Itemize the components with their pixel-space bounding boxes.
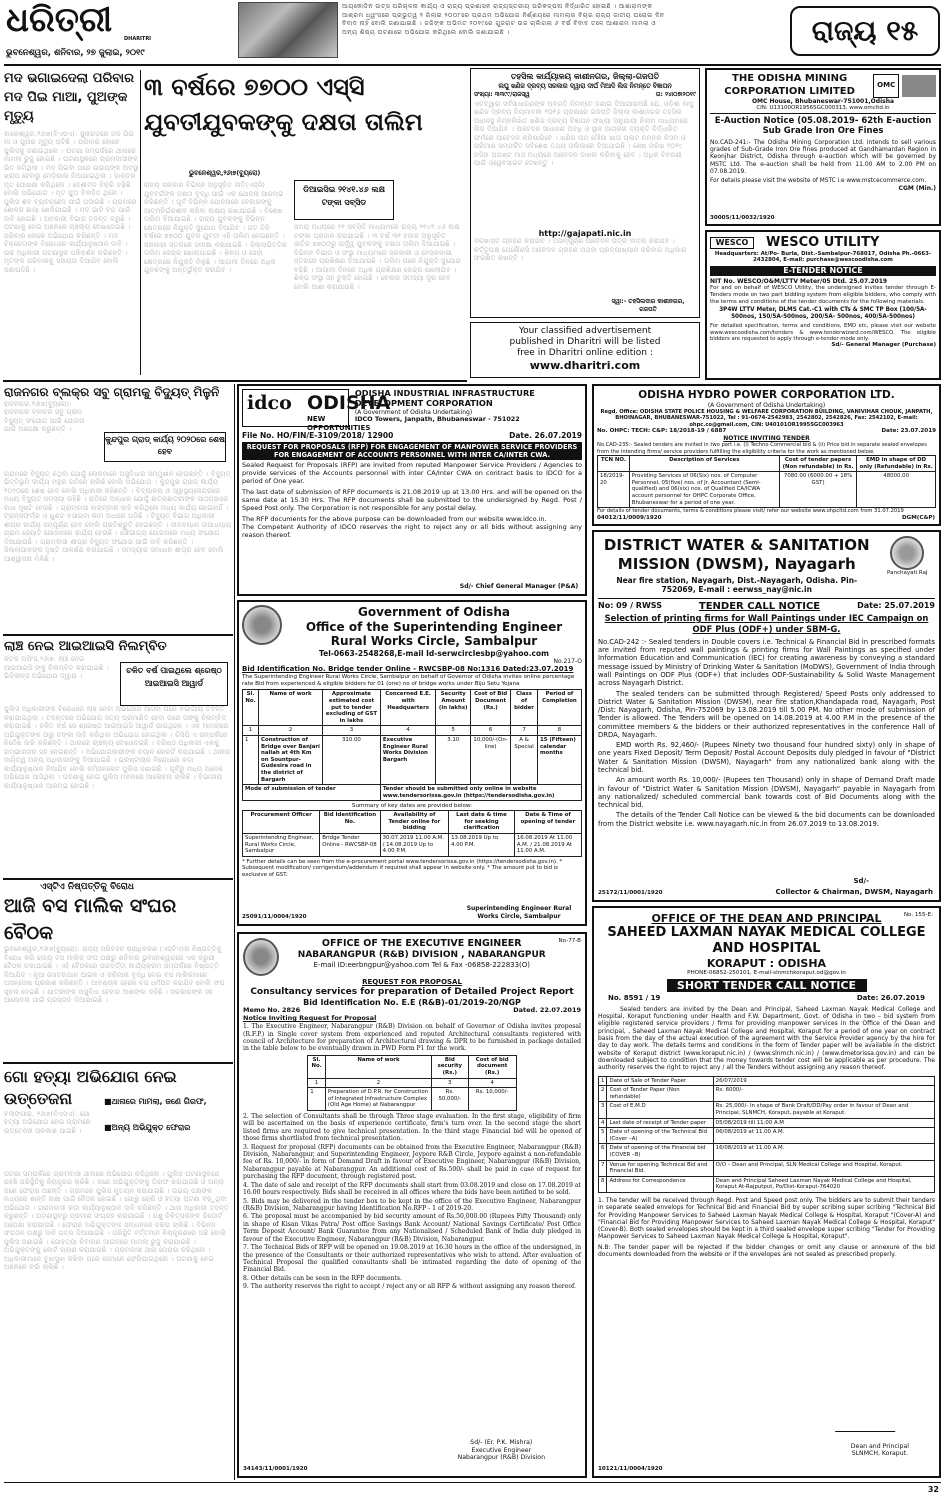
wesco-logo: WESCO xyxy=(710,237,754,249)
ohpc-code: 04012/11/0009/1920 xyxy=(597,515,662,522)
story-box: କୁନ୍ଦପୁର ଗ୍ରାଡ୍ କାର୍ଯ୍ୟ ୨୦୨୦ରେ ଶେଷ ହେବ xyxy=(104,432,226,462)
rnb-item-5: 5. Bids may be delivered in the tender box to be kept in the office of the Executive Engineer, Nabarangpur (R&B) Division, Nabarangpur having Identification No.RFP - 1 of 2019-20. xyxy=(243,1197,581,1212)
idco-para-4: The Competent Authority of IDCO reserves the right to reject any or all bids without assigning any reason thereof. xyxy=(242,522,582,539)
story-rajnagar-electricity xyxy=(4,384,232,634)
slnmch-title-2: SAHEED LAXMAN NAYAK MEDICAL COLLEGE AND HOSPITAL xyxy=(607,925,926,956)
slnmch-table xyxy=(598,1076,935,1193)
rwd-table: Sl. No. Name of work Approximate estimated cost put to tender excluding of GST in lakhs Concerned E.E. with Headquarters Security Amount (in lakhs) Cost of Bid Document (Rs.) Class of bidder Period of Completion 1 2 3 4 5 6 7 8 1 Construction of Bridge over Banjari nallah at 4th Km on Sountpur-Gudesira road in the district of Bargarh 310.00 Executive Engineer Rural Works Division Bargarh 3.10 10,000/-(On-line) A & Special 15 (Fifteen) calendar months Mode of submission of tender Tender should be submitted only online in website www.tendersorissa.gov.in (https://tendersodisha.gov.in) xyxy=(242,689,582,801)
ad-idco xyxy=(237,384,587,596)
odisha-emblem-icon xyxy=(242,605,282,645)
rnb-sign-1: Sd/- (Er. P.K. Mishra) xyxy=(470,1439,533,1447)
ad-rural-works xyxy=(237,600,587,926)
omc-footer: For details please visit the website of MSTC i.e www.mstcecommerce.com. xyxy=(710,178,927,185)
ad-website: http://gajapati.nic.in xyxy=(474,229,696,239)
story-headline: ଲାଞ୍ଚ ନେଇ ଆଇଆଇସି ନିଲମ୍ବିତ xyxy=(4,639,167,654)
ad-body-2: ଦରଖାସ୍ତ ଗ୍ରହଣ କରାଯିବ । ଅସମ୍ପୂର୍ଣ୍ଣ ଆବେଦନ ପତ୍ର ବାତିଲ କରାଯିବ । କର୍ତ୍ତୃପକ୍ଷ ଯେକୌଣସି ଆବେଦନ ଗ୍ରହଣ ଅଥବା ପ୍ରତ୍ୟାଖ୍ୟାନ କରିବାର ଅଧିକାର ସଂରକ୍ଷିତ ରଖନ୍ତି । xyxy=(474,238,687,263)
slnmch-phone: PHONE-06852-250101, E-mail-slnmchkoraput.od@gov.in xyxy=(687,970,846,976)
logo-subtitle: DHARITRI xyxy=(124,36,152,42)
dwsm-sign-2: Collector & Chairman, DWSM, Nayagarh xyxy=(775,888,933,897)
ad-body: ଏତଦ୍ୱାରା ସର୍ବସାଧାରଣଙ୍କ ଅବଗତି ନିମନ୍ତେ ଜଣାଇ ଦିଆଯାଉଅଛି ଯେ, ଓଡ଼ିଶା ଲଘୁ ଖଣିଜ ଦ୍ରବ୍ୟ ନିୟମାବଳୀ ୨୦୧୬ ପ୍ରକାରେ ଗଜପତି ଜିଲ୍ଲା କାଶୀନଗର ତହସିଲ ଅଧୀନସ୍ଥ ନିମ୍ନଲିଖିତ ଖଣିଜ ଦ୍ରବ୍ୟ ବିଜ୍ଞାପନ ସଂଖ୍ୟା ଅନୁଯାୟୀ ନିଲାମ ମାଧ୍ୟମରେ ଲିଜ ଦିଆଯିବ । ଆବେଦନ ସାଧାରଣ ଅବଧି ଓ ସ୍ଥାନ ଆଗ୍ରହୀ ବ୍ୟକ୍ତି ନିର୍ଦ୍ଧାରିତ ଫର୍ମରେ ଆବେଦନ କରିପାରିବେ । ଖଣିର ନାମ ମୌଜା ଖାତା ପ୍ଲଟ ନମ୍ବର କିସମ ଓ ପରିମାଣ ସମ୍ପର୍କିତ ସବିଶେଷ ତଥ୍ୟ ତାଲିକାରେ ଦିଆଯାଇଛି । ଶେଷ ତାରିଖ ୨୦୧୯ ମସିହା ଅଗଷ୍ଟ ମାସ ମଧ୍ୟରେ ଆବେଦନ ଦାଖଲ କରିବାକୁ ହେବ । ଅଧିକ ବିବରଣୀ ପାଇଁ ଓ୍ୱେବସାଇଟ ଦେଖନ୍ତୁ । xyxy=(474,100,694,168)
story-bus-owners xyxy=(4,882,232,1062)
ad-title: ତହସିଲ କାର୍ଯ୍ୟାଳୟ କାଶୀନଗର, ଜିଲ୍ଲା-ଗଜପତି xyxy=(510,72,660,81)
story-body: ଭୁବନେଶ୍ୱର,୨୬ା୭(ବ୍ୟୁରୋ): ରାଜ୍ୟ ପରିବହନ ପ୍ରାଧିକରଣ (ଏସ୍‌ଟିଏ)ର ନିଷ୍ପତ୍ତିକୁ ବିରୋଧ କରି ରାଜ୍ୟ ବସ ମାଲିକ ସଂଘ ପକ୍ଷରୁ ଶନିବାର ଭୁବନେଶ୍ୱରରେ ଏକ ଜରୁରୀ ବୈଠକ ଡକାଯାଇଛି । ଏହି ବୈଠକରେ ପରବର୍ତ୍ତୀ କାର୍ଯ୍ୟକ୍ରମ ସମ୍ପର୍କରେ ନିଷ୍ପତ୍ତି ନିଆଯିବ । ନୂଆ ମୋଟରଯାନ ଆଇନ ଓ ଜରିମାନା ବୃଦ୍ଧି ନେଇ ବସ ମାଲିକମାନେ ଅସନ୍ତୋଷ ପ୍ରକାଶ କରିଛନ୍ତି । ଆବଶ୍ୟକ ହେଲେ ବସ ଧର୍ମଘଟ କରାଯିବ ବୋଲି ସଂଘ ସୂଚନା ଦେଇଛି । ଯାତ୍ରୀଙ୍କ ଅସୁବିଧା ହେବାର ଆଶଙ୍କା ରହିଛି । ସରକାରଙ୍କ ସହ ଆଲୋଚନା ପାଇଁ ପ୍ରସ୍ତାବ ଦିଆଯାଇଛି । xyxy=(4,946,225,1005)
rwd-summary-table: Procurement Officer Bid Identification No. Availability of Tender online for bidding Last date & time for seeking clarification Date & Time of opening of tender Superintending Engineer, Rural Works Circle, Sambalpur Bridge Tender Online - RWCSBP-08 30.07.2019 11.00 A.M. / 14.08.2019 Up to 4.00 P.M. 13.08.2019 Up to 4.00 P.M. 16.08.2019 At 11.00 A.M. / 21.08.2019 At 11.00 A.M. xyxy=(242,810,582,857)
rnb-no: No-77-B xyxy=(558,938,581,944)
rwd-no: No.217-O xyxy=(553,658,582,666)
omc-signature: CGM (Min.) xyxy=(898,185,936,193)
slnmch-nb: N.B: The tender paper will be rejected if the bidder changes or omit any clause or annexure of the bid documents downloaded from the website or if the envelopes are not sealed as prescribed properly. xyxy=(598,1243,935,1259)
omc-address: OMC House, Bhubaneswar-751001,Odisha xyxy=(751,98,895,105)
story-headline: ରାଜନଗର ବ୍ଲକ୍‌ର ସବୁ ଗ୍ରାମକୁ ବିଦ୍ୟୁତ୍ ମିଳୁନି xyxy=(4,385,220,399)
idco-signature: Sd/- Chief General Manager (P&A) xyxy=(459,583,579,591)
ohpc-date: Date: 23.07.2019 xyxy=(881,428,936,435)
story-headline: ମଦ ଭଗାଇଦେଲା ପରିବାର ମଦ ପିଇ ମାଆ, ପୁଅଙ୍କ ମୃତ୍ୟୁ xyxy=(4,71,134,124)
slnmch-note-1: 1. The tender will be received through Regd. Post and Speed post only. The bidders are to submit their tenders in separate sealed envelops for Technical Bid and Financial Bid by super scribing super scribing "Technical Bid for Providing Manpower Services to Saheed Laxman Nayak Medical College & Hospital, Koraput "(Cover-A) and "Financial Bid for Providing Manpower Services to Saheed Laxman Nayak Medical College & Hospital, Koraput" (Cover-B). Both sealed envelopes should be kept in a third sealed envelope super scribing "Tender for Providing Manpower Services to Saheed Laxman Nayak Medical College & Hospital, Koraput". xyxy=(598,1196,935,1241)
ad-omc xyxy=(705,68,941,226)
ad-subtitle: ଲଘୁ ଖଣିଜ ଦ୍ରବ୍ୟ ସରକାର ଦ୍ୱାରା ଦୀର୍ଘ ମିଆଦି ଲିଜ ନିମନ୍ତେ ବିଜ୍ଞାପନ xyxy=(498,82,672,90)
main-headline: ୩ ବର୍ଷରେ ୭୭୦୦ ଏସ୍‌ସି ଯୁବତୀଯୁବକଙ୍କୁ ଦକ୍ଷତା ତାଲିମ xyxy=(144,73,423,136)
rwd-signature: Superintending Engineer Rural Works Circle, Sambalpur xyxy=(466,905,572,920)
dwsm-para-5: The details of the Tender Call Notice can be viewed & the bid documents can be downloaded from the District website i.e. www.nayagarh.nic.in from 26.07.2019 to 13.08.2019. xyxy=(598,811,935,828)
rnb-item-6: 6. The proposal must be accompanied by bid security amount of Rs.50,000.00 (Rupees Fifty Thousand) only in shape of Kisan Vikas Patra/ Post office Savings Bank Account/ National Savings Certificate/ Post Office Term Deposit Account/ Bank Guarantee from any Nationalised / Scheduled Bank of India duly pledged in favour of the Executive Engineer, Nabarangpur (R&B) Division, Nabarangpur. xyxy=(243,1213,581,1243)
promo-url: www.dharitri.com xyxy=(529,358,641,372)
rnb-item-4: 4. The date of sale and receipt of the RFP documents shall start from 03.08.2019 and close on 17.08.2019 at 16.00 hours respectively. Bids shall be received in all offices where the bids have been notified to be sold. xyxy=(243,1181,581,1197)
dwsm-para-3: EMD worth Rs. 92,460/- (Rupees Ninety two thousand four hundred sixty) only in shape of one years Fixed Deposit/ Term Deposit/ Postal Account Deposits duly pledged in favour of "District Water & Sanitation Mission (DWSM), Nayagarh" from any nationalized bank along with the technical bid. xyxy=(598,741,935,775)
page-number: 32 xyxy=(927,1485,939,1494)
idco-para-1: Sealed Request for Proposals (RFP) are invited from reputed Manpower Service Providers / Agencies to provide services of the Accounts personnel with inter CA/Inter CWA on contract basis to IDCO for a period of One year. xyxy=(242,461,582,486)
rwd-intro: The Superintending Engineer Rural Works Circle, Sambalpur on behalf of Governor of Odisha invites online percentage rate Bid from experienced & eligible bidders for 01 (one) no of bridge works under Biju Setu Yojana xyxy=(242,673,575,687)
rnb-sign-2: Executive Engineer xyxy=(471,1446,532,1454)
idco-para-3: The RFP documents for the above purpose can be downloaded from our website www.idco.in. xyxy=(242,514,547,523)
ad-signature: ସ୍ୱା:- ତହସିଲଦାର କାଶୀନଗର, ଗଜପତି xyxy=(611,298,685,313)
ad-date: ତା: ୨୪ା୦୭ା୨୦୧୯ xyxy=(655,91,696,99)
rnb-item-7: 7. The Technical Bids of RFP will be opened on 19.08.2019 at 16.30 hours in the office of the undersigned, in the presence of the Consultants or their authorized representatives who wish to attend. After evaluation of Technical Proposal the qualified consultants shall be intimated regarding the date of opening of the Financial Bid. xyxy=(243,1244,581,1274)
story-body-2: ପୁଲିସ ଅଧିକାରୀଙ୍କ ବିରୋଧରେ ଲାଞ୍ଚ ନେବା ଅଭିଯୋଗ ଆସିବା ପରେ ବିଭାଗୀୟ ତଦନ୍ତ କରାଯାଇଥିଲା । ତଦନ୍ତରେ ଅଭିଯୋଗ ସତ୍ୟ ପ୍ରମାଣିତ ହେବା ପରେ ତାଙ୍କୁ ନିଲମ୍ବିତ କରାଯାଇଛି । ଚଳିତ ବର୍ଷ ସେ ଶ୍ରେଷ୍ଠ ଆଇଆଇସି ଆୱାର୍ଡ ପାଇଥିଲେ । ଏକ ମାମଲାରେ ଅଭିଯୁକ୍ତଙ୍କ ଠାରୁ ଟଙ୍କା ଦାବି କରିଥିବା ଅଭିଯୋଗ ହୋଇଥିଲା । ଡିସିପି ଏ ସମ୍ପର୍କରେ ନିର୍ଦ୍ଦେଶ ଜାରି କରିଛନ୍ତି । ଥାନାରେ ଚାଞ୍ଚଲ୍ୟ ଦେଖାଦେଇଛି । ବରିଷ୍ଠ ଅଧିକାରୀ ଏହାକୁ ଗମ୍ଭୀରତାର ସହ ନେଇଛନ୍ତି । ଅଭିଯୋଗକାରୀଙ୍କ ବୟାନ ରେକର୍ଡ କରାଯାଇଛି । ଥାନାର ଦାୟିତ୍ୱ ଅନ୍ୟ ଅଧିକାରୀଙ୍କୁ ଦିଆଯାଇଛି । ଭ୍ରଷ୍ଟାଚାର ବିରୋଧରେ କଡ଼ା କାର୍ଯ୍ୟାନୁଷ୍ଠାନ ନିଆଯିବ ବୋଲି କମିସନରେଟ ପୁଲିସ ଜଣାଇଛି । ପୂର୍ବରୁ ମଧ୍ୟ ଅନେକ ଅଭିଯୋଗ ଆସିଥିଲା । ଘଟଣାକୁ ନେଇ ପୁଲିସ ମହଲରେ ଆଲୋଚନା ଚାଲିଛି । ବିଭାଗୀୟ କାର୍ଯ୍ୟାନୁଷ୍ଠାନ ଆରମ୍ଭ ହୋଇଛି । xyxy=(4,706,231,790)
story-body: ରାଜ୍ୟ ସରକାର ବିଭିନ୍ନ ଅନୁସୂଚିତ ଜାତି(ଏସ୍‌ସି) ଯୁବବର୍ଗଙ୍କ ଦକ୍ଷତା ବୃଦ୍ଧି ପାଇଁ ଏକ ଯୋଜନା ଆରମ୍ଭ କରିଛନ୍ତି । ପୂର୍ବ ବିଭିନ୍ନ ଯୋଜନାରେ ବେକାରଙ୍କୁ ଆତ୍ମନିର୍ଭରଶୀଳ କରିବା ଲକ୍ଷ୍ୟ ରଖାଯାଇଛି । ବିଶେଷ ତାଲିମ ଦିଆଯାଇଛି । ରାଜ୍ୟ ଯୁବକଙ୍କୁ ବିଭିନ୍ନ କ୍ଷେତ୍ରରେ ନିଯୁକ୍ତି ସୁଯୋଗ ଦିଆଯିବ । ଗତ ତିନି ବର୍ଷରେ ୭୭୦୦ ଯୁବକ ଯୁବତୀ ଏହି ତାଲିମ ନେଇଛନ୍ତି । ସରକାରୀ ସ୍ତରରେ ସମୀକ୍ଷା କରାଯାଇଛି । ଜିଲ୍ଲାଭିତ୍ତିକ ତାଲିମ କେନ୍ଦ୍ର ଖୋଲାଯାଇଛି । ଶିଳ୍ପ ଓ ସେବା କ୍ଷେତ୍ରରେ ନିଯୁକ୍ତି ମିଳୁଛି । ଆଗାମୀ ଦିନରେ ଅଧିକ ଯୁବକଙ୍କୁ ଅନ୍ତର୍ଭୁକ୍ତ କରାଯିବ । xyxy=(144,182,287,274)
dwsm-tcn: TENDER CALL NOTICE xyxy=(698,600,821,612)
slnmch-sign-2: SLNMCH, Koraput. xyxy=(851,1450,909,1458)
dwsm-para-1: No.CAD-242 :- Sealed tenders in Double covers i.e. Technical & Financial Bid in prescribed formats are invited from reputed wall paintings & printing firms for Wall Paintings as specified under Information Education and Communication (IEC) for creating awareness by conveying a standard message issued by Ministry of Drinking Water & Sanitation (MoDWS), Government of India through wall Paintings on ODF Plus (ODF+) that includes ODF-Sustainability & Solid Waste Management across Nayagarh District. xyxy=(598,637,935,688)
idco-logo: idco ODISHA NEW OPPORTUNITIES xyxy=(242,389,349,427)
rwd-title-1: Government of Odisha xyxy=(358,605,510,619)
idco-subtitle: (A Government of Odisha Undertaking) xyxy=(354,408,473,416)
slnmch-title-3: KORAPUT : ODISHA xyxy=(706,956,827,970)
slnmch-title-1: OFFICE OF THE DEAN AND PRINCIPAL xyxy=(651,912,882,925)
slnmch-date: Date: 26.07.2019 xyxy=(856,994,925,1003)
omc-body: No.CAD-241:- The Odisha Mining Corporation Ltd. intends to sell various grades of Sub-Grade Iron Ore fines produced at Gandhamardan Region in Keonjhar District, Odisha through e-auction which will be governed by MSTC Ltd. The e-auction shall be held from 11.00 AM to 2.00 PM on 07.08.2019. xyxy=(710,138,936,175)
masthead-news-brief: ଆୟକୋଡିନ ଉତ୍ସ ପରିଚାଳନା କାର୍ଯ୍ୟ ଓ ରାଜ୍ୟ ପ୍ରଶାସନ ରାଜ୍ୟସ୍ତରୀୟ ପରିକଳ୍ପନା ନିର୍ଦ୍ଧାରିତ ହୋଇଛି । ଆଶାରାମଙ୍କ ଆଶ୍ରମ ଧ୍ୱଂସରେ ପ୍ରଭୁତ୍ୱ ୨ ରିଲାଇ ୨୦୦୮ରେ ପ୍ରଥମ ଅଭିଯୋଗ ନିର୍ଣ୍ଣୟରେ ମାମଲାର ବିଚାର ରାଜ୍ୟ ଜାତୀୟ ଘରୋଇ ଦିନ ବିବାଦ ନାହିଁ ବୋଲି ଜଣାଯାଇଛି । ଜଜିଙ୍କ ଅଭିମତ ୨୦୧୯ରେ ଗୁଜରାଟ ଉଚ୍ଚ ଚାଲିଗଲା ୬ ବର୍ଷ ବିବାଦ ତଳେ ଆଶାରାମ ମାମଲା ଓ ଅନ୍ୟ ଶିଷ୍ୟ ଘଟଣାରେ ଅଭିଯୋଗ କରିଥିଲେ ବୋଲି ଜଣାଯାଇଛି । xyxy=(342,3,665,37)
story-body: ବଲାଙ୍ଗୀର, ୨୬ା୭(ବିଏସଏ): ଗୋ ହତ୍ୟା ଅଭିଯୋଗ ନେଇ ଗ୍ରାମରେ ଉତ୍ତେଜନା ପ୍ରକାଶ ପାଇଛି । xyxy=(4,1110,91,1135)
ad-slnmch xyxy=(592,906,941,1478)
signature-scribble xyxy=(835,1410,903,1432)
omc-code: 30005/11/0032/1920 xyxy=(710,215,775,222)
story-body-2: ଘଟଣା ସମ୍ପର୍କରେ ଗ୍ରାମବାସୀ ଥାନାରେ ଅଭିଯୋଗ କରିଥିଲେ । ପୁଲିସ ଘଟଣାସ୍ଥଳରେ ପହଞ୍ଚି ପରିସ୍ଥିତିକୁ ନିୟନ୍ତ୍ରଣ କରିଛି । ଜଣେ ଅଭିଯୁକ୍ତଙ୍କୁ ଗିରଫ କରାଯାଇଛି ଓ ଅନ୍ୟ ଜଣେ ଫେରାର ଅଛନ୍ତି । ଗ୍ରାମରେ ପୁଲିସ ମୁତୟନ କରାଯାଇଛି । ଉଭୟ ପକ୍ଷଙ୍କ ମଧ୍ୟରେ ଶାନ୍ତି ରକ୍ଷା ପାଇଁ ବୈଠକ ହୋଇଛି । ଗୋରୁ ଚୋରି ଓ ହତ୍ୟା ଘଟଣା ବଢ଼ୁଥିବା ଅଭିଯୋଗ । ଗ୍ରାମବାସୀ କଡ଼ା କାର୍ଯ୍ୟାନୁଷ୍ଠାନ ଦାବି କରିଛନ୍ତି । ଥାନା ଅଧିକାରୀ ତଦନ୍ତ କରୁଛନ୍ତି । ଘଟଣାସ୍ଥଳରୁ ପ୍ରମାଣ ସଂଗ୍ରହ କରାଯାଇଛି । ପଶୁ ଚିକିତ୍ସକଙ୍କ ରିପୋର୍ଟ ଅପେକ୍ଷା କରାଯାଉଛି । ଫେରାର ଅଭିଯୁକ୍ତଙ୍କ ସନ୍ଧାନରେ ଚଢ଼ଉ ଚାଲିଛି । ବିଭିନ୍ନ ସଂଗଠନ ପକ୍ଷରୁ ଦାବି ପତ୍ର ଦିଆଯାଇଛି । ପରିସ୍ଥିତି ବର୍ତ୍ତମାନ ନିୟନ୍ତ୍ରଣରେ ଅଛି ବୋଲି ପୁଲିସ ଜଣାଇଛି । ଗୋହତ୍ୟା ନିବାରଣ ଆଇନରେ ମାମଲା ରୁଜୁ କରାଯାଇଛି । ଅଭିଯୁକ୍ତଙ୍କୁ କୋର୍ଟ ଚାଲାଣ କରାଯାଇଛି । ଗ୍ରାମବାସୀ ଥାନା ଘେରାଉ କରିଥିଲେ । ଅଧିକାରୀମାନେ ବୁଝାସୁଝା କରିବା ପରେ ସେମାନେ ଫେରିଯାଇଥିଲେ । ଘଟଣାକୁ ନେଇ ଅଞ୍ଚଳରେ ଚର୍ଚ୍ଚା ଚାଲିଛି । xyxy=(4,1170,229,1272)
dwsm-date: Date: 25.07.2019 xyxy=(857,600,935,610)
rwd-bid-id: Bid Identification No. Bridge tender Online - RWCSBP-08 No:1316 Dated:23.07.2019 xyxy=(242,665,574,674)
table-row: 2 Cost of Tender Paper (Non refundable) Rs. 6000/- xyxy=(599,1086,935,1102)
rnb-item-1: 1. The Executive Engineer, Nabarangpur (R&B) Division on behalf of Governor of Odisha invites proposal (R.F.P.) in Single cover system from experienced and reputed Architectural consultants registered with council of Architecture for preparation of Architectural drawing & DPR to be furnished in package detailed in the table below to be eventually drawn in PWD Form P1 for the work. xyxy=(243,1023,581,1053)
subsidy-box: ଡିଆଇସିଇ ୨୧୪୧.୪୬ ଲକ୍ଷ ଟଙ୍କା ସବ୍‌ସିଡ xyxy=(294,180,394,220)
wesco-signature: Sd/- General Manager (Purchase) xyxy=(831,342,936,349)
story-cow-slaughter xyxy=(4,1066,232,1480)
story-sc-skill-training xyxy=(144,70,464,375)
promo-line-1: Your classified advertisement xyxy=(518,326,652,336)
emblem-icon xyxy=(890,536,924,570)
rnb-rfp: REQUEST FOR PROPOSAL xyxy=(362,978,462,986)
wesco-body: For and on behalf of WESCO Utility, the undersigned invites tender through E-Tenders mode on two part bidding system from eligible bidders, who comply with the terms and conditions of the tender documents for the following materials. xyxy=(710,285,936,305)
story-headline: ଆଜି ବସ ମାଲିକ ସଂଘର ବୈଠକ xyxy=(4,894,177,944)
wesco-nit: NIT No. WESCO/O&M/LTTV Meter/05 Dtd. 25.07.2019 xyxy=(710,277,888,285)
table-row: 3 Cost of E.M.D Rs. 25,000/- In shape of Bank Draft/DD/Pay order in favour of Dean and Principal, SLNMCH, Koraput, payable at Koraput. xyxy=(599,1102,935,1118)
ohpc-signature: DGM(C&P) xyxy=(902,515,935,522)
ohpc-title: ODISHA HYDRO POWER CORPORATION LTD. xyxy=(638,389,895,401)
ad-ohpc xyxy=(592,384,941,526)
ohpc-address: Regd. Office: ODISHA STATE POLICE HOUSING & WELFARE CORPORATION BUILDING, VANIVIHAR CHOUK, JANPATH, BHOINAGAR, BHUBANESWAR-751022, Tel : 91-0674-2542983, 2542802, 2542826, Fax: 2542102, E-mail: ohpc.co@gmail.com, CIN: U40101OR1995SGC003963 xyxy=(600,409,933,428)
rnb-bid: Bid Identification No. E.E (R&B)-01/2019-20/NGP xyxy=(303,997,521,1007)
ad-dwsm xyxy=(592,530,941,902)
dwsm-subject: Selection of printing firms for Wall Paintings under IEC Campaign on ODF Plus (ODF+) under SBM-G. xyxy=(604,612,929,634)
ohpc-table: TCN NO. Description of Services Cost of tender papers (Non refundable) in Rs. EMD in shape of DD only (Refundable) in Rs. 18/2019-20 Providing Services of 06(Six) nos. of Computer Personnel, 05(five) nos. of Jr. Accountant (Semi-qualified) and 06(six) nos. of Qualified CA/ICWA account personnel for OHPC Corporate Office, Bhubaneswar for a period of one year. 7080.00 (6000.00 + 18% GST) 48000.00 xyxy=(597,455,936,508)
omc-logo: OMC xyxy=(873,74,899,98)
omc-title: THE ODISHA MINING CORPORATION LIMITED xyxy=(724,73,855,97)
rnb-item-3: 3. Request for proposal (RFP) documents can be obtained from the Executive Engineer, Nabarangpur (R&B) Division, Nabarangpur, and Superintending Engineer, Jeypore R&B Circle, Jeypore against a non-refundable fee of Rs. 10,000/- in form of Demand Draft in favour of Executive Engineer, Nabarangpur (R&B) Division, Nabarangpur payable at Nabarangpur. An additional cost of Rs.500/- shall be paid in case of request for purchasing the RFP document, through registered post. xyxy=(243,1143,581,1181)
ohpc-subtitle: (A Government of Odisha Undertaking) xyxy=(707,401,826,409)
rnb-item-8: 8. Other details can be seen in the RFP documents. xyxy=(243,1274,402,1282)
ohpc-nit: NOTICE INVITING TENDER xyxy=(723,434,810,442)
ad-number: ସଂଖ୍ୟା: ୩୩୯୯/ରାଜସ୍ୱ xyxy=(474,91,530,99)
idco-title: ODISHA INDUSTRIAL INFRASTRUCTURE DEVELOPMENT CORPORATION xyxy=(354,388,535,408)
story-kicker: ଏସ୍‌ଟିଏ ନିଷ୍ପତ୍ତିକୁ ବିରୋଧ xyxy=(40,882,134,892)
slnmch-code: 10121/11/0004/1920 xyxy=(598,1466,663,1473)
table-row: 5 Date of opening of the Technical Bid (Cover –A) 06/08/2019 at 11.00 A.M. xyxy=(599,1128,935,1144)
ohpc-body: No.CAD-235:- Sealed tenders are invited in two part i.e. (i) Techno Commercial bid & (ii) Price bid in separate sealed envelopes from the intending firms/ service providers fulfilling the eligibility criteria for the work as mentioned below. xyxy=(597,442,927,455)
masthead-photo xyxy=(238,2,338,58)
newspaper-logo: ଧରିତ୍ରୀ xyxy=(6,2,113,40)
odisha-emblem-icon xyxy=(243,938,279,976)
omc-notice-title: E-Auction Notice (05.08.2019- 62th E-auction Sub Grade Iron Ore Fines xyxy=(714,116,932,137)
rnb-item-9: 9. The authority reserves the right to accept / reject any or all RFP & without assigning any reason thereof. xyxy=(243,1283,576,1291)
dwsm-para-4: An amount worth Rs. 10,000/- (Rupees ten Thousand) only in shape of Demand Draft made in favour of "District Water & Sanitation Mission (DWSM), Nayagarh" payable in Nayagarh from any nationalized/ scheduled commercial bank towards cost of Bid Documents along with the technical bid. xyxy=(598,776,935,810)
slnmch-letter-no: No. 8591 / 19 xyxy=(608,994,661,1003)
rnb-memo: Memo No. 2826 xyxy=(243,1006,301,1015)
story-body: କଟକ ଅଫିସ,୨୬ା୭: ଲାଞ୍ଚ ନେଇ ଆଇଆଇସି ଙ୍କୁ ନିଲମ୍ବିତ କରାଯାଇଛି । ଭିଜିଲାନ୍ସ ଅଭିଯୋଗ ଦ୍ୱାରା । xyxy=(4,656,110,681)
omc-cin: CIN: U13100OR1956SGC000313, www.omcltd.in xyxy=(710,105,936,114)
table-row: 6 Date of opening of the Financial bid (COVER –B) 16/08/2019 at 11.00 A.M. xyxy=(599,1144,935,1160)
rnb-title-2: NABARANGPUR (R&B) DIVISION , NABARANGPUR xyxy=(297,949,546,960)
classified-promo xyxy=(470,322,700,378)
ad-wesco xyxy=(705,230,941,380)
slnmch-no: No. 155-E: xyxy=(903,912,933,918)
rwd-summary-caption: Summary of key dates are provided below: xyxy=(351,803,473,810)
rnb-title: Consultancy services for preparation of Detailed Project Report xyxy=(250,986,574,997)
dwsm-sign-1: Sd/- xyxy=(853,877,869,886)
story-body-2: ସମୟ ମଧ୍ୟରେ ୧୧ ସବ୍‌ସିଡି ମାଧ୍ୟମରେ ରାଜ୍ୟ ୨୧୪୧.୪୬ ଲକ୍ଷ ଟଙ୍କା ପ୍ରଦାନ କରାଯାଇଛି । ୩ ବର୍ଷ ୩୧ ହଜାର ଅନୁସୂଚିତ ଜାତିର ୭୭୦୦ରୁ ଉର୍ଦ୍ଧ୍ୱ ଯୁବକଙ୍କୁ ଦକ୍ଷତା ତାଲିମ ଦିଆଯାଇଛି । ବିଭିନ୍ନ ବିଭାଗ ଓ ସଂସ୍ଥା ମାଧ୍ୟମରେ ସରକାରୀ ଓ ବେସରକାରୀ ସ୍ତରରେ ପ୍ରଶିକ୍ଷଣ ଦିଆଯାଉଛି । ତାଲିମ ପରେ ନିଯୁକ୍ତି ସୁଯୋଗ ବଢ଼ିଛି । ଆଗାମୀ ଦିନରେ ଅଧିକ ପ୍ରଶିକ୍ଷଣ କେନ୍ଦ୍ର ଖୋଲାଯିବ । ଶିଳ୍ପ ସଂସ୍ଥା ସହ ଚୁକ୍ତି ହୋଇଛି । ବେକାର ସମସ୍ୟା ଦୂର ହେବ ବୋଲି ଆଶା କରାଯାଉଛି । xyxy=(294,224,461,291)
idco-para-2: The last date of submission of RFP documents is 21.08.2019 up at 13.00 Hrs. and will be opened on the same date at 15.30 Hrs. The RFP documents shall be submitted to the undersigned by Regd. Post / Speed Post only. The Corporation is not responsible for any postal delay. xyxy=(242,487,582,512)
dateline: ଭୁବନେଶ୍ୱର, ଶନିବାର, ୨୭ ଜୁଲାଇ, ୨୦୧୯ xyxy=(6,48,145,58)
rnb-code: 34143/11/0001/1920 xyxy=(243,1466,308,1473)
idco-date: Date. 26.07.2019 xyxy=(509,431,582,440)
rnb-item-2: 2. The selection of Consultants shall be through Three stage evaluation. In the first stage, eligibility of firm will be ascertained on the basis of experience certificate, firm's turn over. In the second stage the short listed firms are required to give technical presentation. In the third stage Financial bid will be opened of those firms shortlisted from technical presentation. xyxy=(243,1112,581,1143)
wesco-detail: For detailed specification, terms and conditions, EMD etc, please visit our website www.wescoodisha.com/tenders & www.tenderwizard.com/WESCO. The eligible bidders are requested to apply through e-tender mode only. xyxy=(710,323,936,343)
table-row: 1 Date of Sale of Tender Paper 26/07/2019 xyxy=(599,1076,935,1086)
slnmch-bar: SHORT TENDER CALL NOTICE xyxy=(667,979,867,992)
wesco-address: Headquarters: At/Po- Burla, Dist.-Sambalpur-768017, Odisha Ph.-0663-2432804, E-mail: purchase@wescoodisha.com xyxy=(714,250,932,264)
story-bullet-1: ■ଥାନାରେ ମାମଲା, ଜଣେ ଗିରଫ, xyxy=(104,1097,207,1106)
ad-nabarangpur-rnb xyxy=(237,932,587,1478)
dwsm-title: DISTRICT WATER & SANITATION MISSION (DWSM), Nayagarh xyxy=(603,536,870,573)
slnmch-body: Sealed tenders are invited by the Dean and Principal, Saheed Laxman Nayak Medical College and Hospital, Koraput functioning under Health and F.W. Department, Govt. of Odisha in two – bid system from eligible registered service providers / firms for providing manpower services in the Office of the Dean and principal, , Saheed Laxman Nayak Medical College and Hospital, Koraput for a period of one year on contract basis from the day of the actual execution of the agreement with the Service Provider agency by the hire for day to day work. The details terms and conditions in the form of Tender paper will be available in the district website of Koraput district (www.koraput.nic.in) / (www.slnmch.nic.in) / (www.dmetorissa.gov.in) and can be downloaded subject to condition that the money towards tender cost will be applicable as per procedure. The authority reserves the right to reject any / all the Tenders without assigning any reason thereof. xyxy=(598,1005,935,1072)
promo-line-2: published in Dharitri will be listed xyxy=(509,336,661,347)
story-headline: ଗୋ ହତ୍ୟା ଅଭିଯୋଗ ନେଇ ଉତ୍ତେଜନା xyxy=(4,1067,177,1109)
panchayati-raj-logo: Panchayati Raj xyxy=(880,536,936,577)
idco-file-no: File No. HO/FIN/E-3109/2018/ 12900 xyxy=(242,431,394,440)
odisha-logo-icon xyxy=(902,75,936,97)
rnb-nir: Notice Inviting Request for Proposal xyxy=(243,1014,377,1023)
story-body-2: ଗ୍ରାମରେ ବିଦ୍ୟୁତ୍ ନଥିବା ଯୋଗୁଁ ଲୋକମାନେ ଅସୁବିଧାର ସମ୍ମୁଖୀନ ହେଉଛନ୍ତି । ବିଦ୍ୟୁତ୍ ଭିତ୍ତିଭୂମି କାର୍ଯ୍ୟ ମନ୍ଥର ଗତିରେ ଚାଲିଛି ବୋଲି ଅଭିଯୋଗ । କୁନ୍ଦପୁର ଗ୍ରାଡ୍ କାର୍ଯ୍ୟ ୨୦୨୦ରେ ଶେଷ ହେବ ବୋଲି ଅଧିକାରୀ କହିଛନ୍ତି । ବିଦ୍ୟାଳୟ ଓ ସ୍ୱାସ୍ଥ୍ୟକେନ୍ଦ୍ରରେ ମଧ୍ୟ ବିଦ୍ୟୁତ୍ ସମସ୍ୟା ରହିଛି । ରାତିରେ ଅନ୍ଧାର ଯୋଗୁଁ ଛାତ୍ରଛାତ୍ରୀଙ୍କ ପାଠପଢ଼ାରେ ବାଧା ସୃଷ୍ଟି ହେଉଛି । ଗ୍ରାମବାସୀ ବାରମ୍ବାର ଦାବି କରିଥିଲେ ମଧ୍ୟ କାର୍ଯ୍ୟ ହୋଇନାହିଁ । ଟ୍ରାନ୍ସଫର୍ମର ଓ ଖୁଣ୍ଟ ବସାଇବା କାମ ଅଧାରେ ପଡ଼ିଛି । ବିଦ୍ୟୁତ୍ ବିଭାଗ ଅଧିକାରୀ ଶୀଘ୍ର କାର୍ଯ୍ୟ ସମ୍ପୂର୍ଣ୍ଣ ହେବ ବୋଲି ପ୍ରତିଶ୍ରୁତି ଦେଇଛନ୍ତି । ଦୀନଦୟାଲ ଉପାଧ୍ୟାୟ ଗ୍ରାମ ଜ୍ୟୋତି ଯୋଜନାରେ କାର୍ଯ୍ୟ ହେଉଛି । ସୌଭାଗ୍ୟ ଯୋଜନାରେ ମଧ୍ୟ ସଂଯୋଗ ଦିଆଯାଉଛି । ଗ୍ରାମବାସୀ ଶୀଘ୍ର ବିଦ୍ୟୁତ୍ ସଂଯୋଗ ପାଇଁ ଦାବି କରିଛନ୍ତି । ଜିଲ୍ଲାପାଳଙ୍କ ଦୃଷ୍ଟି ଆକର୍ଷଣ କରାଯାଇଛି । ସମସ୍ୟାର ସମାଧାନ ଶୀଘ୍ର ହେବ ବୋଲି ଆଶ୍ୱାସନା ମିଳିଛି । xyxy=(4,470,232,563)
story-body: ବାଲେଶ୍ୱର,୨୬ା୭(ବିଏସଏ): ସୁନାଗଡ଼ରେ ମଦ ପିଇ ମା ଓ ପୁଅର ମୃତ୍ୟୁ ଘଟିଛି । ପରିବାର ଲୋକେ ପୁଲିସକୁ ଜଣାଇଥିଲେ । ଘଟଣା ସମ୍ପର୍କରେ ଥାନାରେ ମାମଲା ରୁଜୁ ହୋଇଛି । ଘଟଣାସ୍ଥଳରେ ଗ୍ରାମବାସୀଙ୍କ ଭିଡ଼ ଜମିଥିଲା । ମଦ ପିଇବା ପରେ ଉଭୟଙ୍କ ଅବସ୍ଥା ଖରାପ ହେବାରୁ ମେଡ଼ିକାଲ ନିଆଯାଇଥିଲା । ଡାକ୍ତର ମୃତ ଘୋଷଣା କରିଥିଲେ । ଦେଶୀମଦ ବିକ୍ରି ବଢ଼ିଛି ବୋଲି ଅଭିଯୋଗ । ମୃତ ପୁଅ ବିବାହିତ ଥିଲେ । ପୁଲିସ ଶବ ବ୍ୟବଚ୍ଛେଦ ପାଇଁ ପଠାଇଛି । ଗ୍ରାମରେ ଶୋକର ଛାୟା ଖେଳିଯାଇଛି । ମଦ ଭାଟି ବନ୍ଦ ପାଇଁ ଦାବି ହୋଇଛି । ଅବକାରୀ ବିଭାଗ ତଦନ୍ତ କରୁଛି । ଘଟଣାକୁ ନେଇ ଅଞ୍ଚଳରେ ଚାଞ୍ଚଲ୍ୟ ଦେଖାଦେଇଛି । ପରିବାର ଲୋକେ ଅଭିଯୋଗ କରିଛନ୍ତି । ମଦ ବିକ୍ରେତାଙ୍କ ବିରୋଧରେ କାର୍ଯ୍ୟାନୁଷ୍ଠାନ ଦାବି । ଉଚ୍ଚ ଅଧିକାରୀ ଘଟଣାସ୍ଥଳ ପରିଦର୍ଶନ କରିଛନ୍ତି । ମୃତଙ୍କ ପରିବାରକୁ ସହାୟତା ଦିଆଯିବ ବୋଲି ଜଣାପଡ଼ିଛି । xyxy=(4,130,139,274)
rnb-email: E-mail ID:eerbngpur@yahoo.com Tel & Fax -06858-222833(O) xyxy=(313,960,531,969)
story-liquor-deaths xyxy=(4,70,139,375)
dwsm-code: 25172/11/0001/1920 xyxy=(598,890,663,897)
section-banner: ରାଜ୍ୟ ୧୫ xyxy=(790,6,940,56)
rnb-title-1: OFFICE OF THE EXECUTIVE ENGINEER xyxy=(321,938,522,949)
story-iic-suspended xyxy=(4,638,232,878)
wesco-item: 3P4W LTTV Meter, DLMS Cat.-C1 with CTs & SMC TP Box (100/5A- 500nos, 150/5A-500nos, 200/5A- 500nos, 400/5A-500nos) xyxy=(719,307,927,321)
ohpc-footer: For details of tender documents, terms & conditions please visit/ refer our website www.ohpcltd.com from 31.07.2019 xyxy=(597,508,904,515)
story-bullet-2: ■ଅନ୍ୟ ଅଭିଯୁକ୍ତ ଫେରାର xyxy=(104,1123,191,1132)
dwsm-number: No: 09 / RWSS xyxy=(598,600,662,610)
main-dateline: ଭୁବନେଶ୍ୱର,୨୬ା୭(ବ୍ୟୁରୋ) xyxy=(189,169,261,177)
rnb-sign-3: Nabarangpur (R&B) Division xyxy=(457,1454,545,1462)
idco-bar: REQUEST FOR PROPOSALS (RFP) FOR ENGAGEMENT OF MANPOWER SERVICE PROVIDERS FOR ENGAGEMENT OF ACCOUNTS PERSONNEL WITH INTER CA/INTER CWA. xyxy=(242,442,582,460)
rwd-tel: Tel-0663-2548268,E-mail Id-serwcirclesbp@yahoo.com xyxy=(319,648,549,658)
table-row: 4 Last date of receipt of Tender paper 05/08/2019 till 11:00 A.M xyxy=(599,1118,935,1128)
ohpc-number: No. OHPC: TECH: C&P: 18/2018-19 / 6887 xyxy=(597,428,727,435)
story-box: ଚଳିତ ବର୍ଷ ପାଇଥିଲେ ଶ୍ରେଷ୍ଠ ଆଇଆଇସି ଆୱାର୍ଡ xyxy=(120,662,228,706)
dwsm-address: Near fire station, Nayagarh, Dist.-Nayagarh, Odisha. Pin- 752069, E-mail : eerwss_nay@nic.in xyxy=(616,575,858,594)
table-row: 7 Venue for opening Technical Bid and Financial Bid. O/O – Dean and Principal, SLN Medical College and Hospital, Koraput. xyxy=(599,1160,935,1176)
rwd-code: 25091/11/0004/1920 xyxy=(242,914,307,921)
rnb-memo-date: Dated. 22.07.2019 xyxy=(513,1006,581,1015)
wesco-bar: E-TENDER NOTICE xyxy=(710,266,936,276)
promo-line-3: free in Dharitri online edition : xyxy=(517,347,653,358)
rnb-table: Sl. No. Name of work Bid security (Rs.) Cost of bid document (Rs.) 1 2 3 4 1 Preparation of D.P.R. for Construction of Integrated Infrastructure Complex (Old Age Home) at Nabarangpur Rs. 50,000/- Rs. 10,000/- xyxy=(307,1055,517,1111)
rwd-notes: * Further details can be seen from the e-procurement portal www.tendersorissa.gov.in (https://tendersodisha.gov.in). * Subsequent modification/ corrigendum/addendum if required shall appear in website only. * The amount put to bid is exclusive of GST. xyxy=(242,858,563,878)
rwd-title-3: Rural Works Circle, Sambalpur xyxy=(330,634,538,649)
story-body: ରାଜନଗର,୨୬ା୭(ବ୍ୟୁରୋ): ରାଜନଗର ବ୍ଲକର ସବୁ ଗ୍ରାମ ବିଦ୍ୟୁତ୍ ସଂଯୋଗ ପାଇଁ ଯୋଜନା ପାଇଁ ଅପେକ୍ଷା କରୁଛନ୍ତି । xyxy=(4,400,85,434)
idco-address: IDCO Towers, Janpath, Bhubaneswar - 751022 xyxy=(354,415,520,423)
wesco-title: WESCO UTILITY xyxy=(766,235,880,250)
rwd-title-2: Office of the Superintending Engineer xyxy=(305,619,563,634)
ad-gajapati-tahasil xyxy=(470,68,700,318)
dwsm-para-2: The sealed tenders can be submitted through Registered/ Speed Posts only addressed to District Water & Sanitation Mission (DWSM), near fire station,Khandapada road, Nayagarh, Post /Dist: Nayagarh, Odisha, Pin-752069 by 13.08.2019 till 5.00 PM. No other mode of submission of Tender is allowed. The Tenders will be opened on 14.08.2019 at 4.00 P.M in the presence of the committee members & the bidders or their authorized representatives in the conference Hall of DRDA, Nayagarh. xyxy=(598,689,935,739)
table-row: 8 Address for Correspondence Dean and Principal Saheed Laxman Nayak Medical College and Hospital, Koraput At-Rajputput, Po/Dist-Koraput-764020 xyxy=(599,1176,935,1192)
slnmch-sign-1: Dean and Principal xyxy=(850,1442,909,1450)
masthead xyxy=(4,2,234,64)
